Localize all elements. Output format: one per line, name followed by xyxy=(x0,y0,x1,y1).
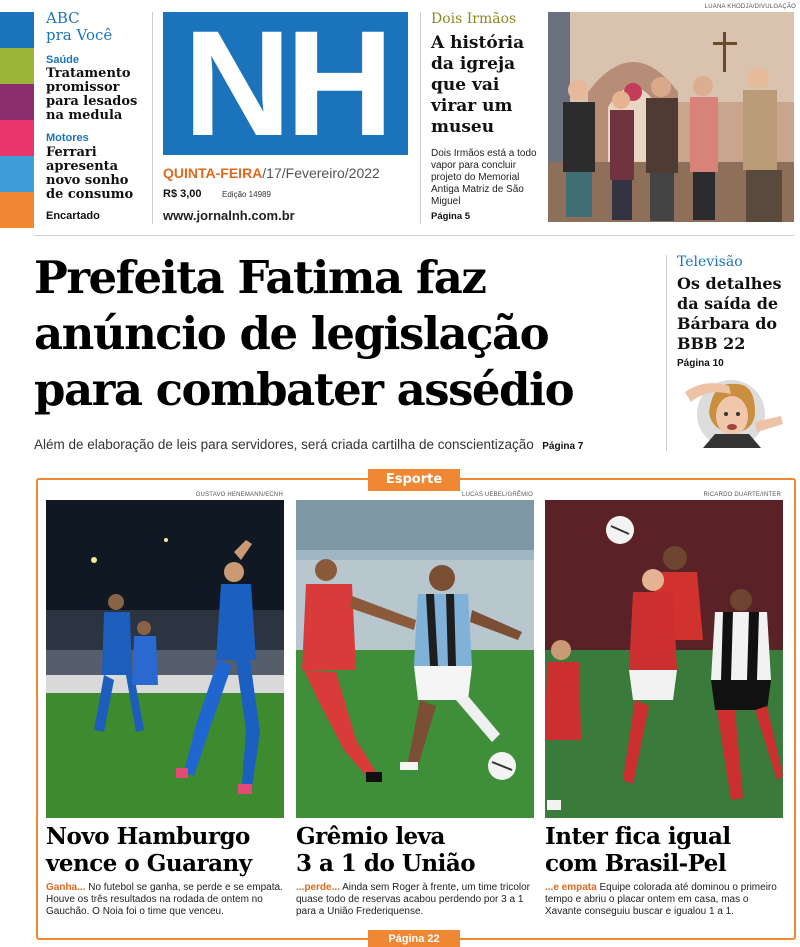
sport-1-headline[interactable] xyxy=(46,823,286,877)
sport-3-headline-line1: Inter fica igual xyxy=(545,823,731,850)
masthead-edition: Edição 14989 xyxy=(222,190,271,199)
date: /17/Fevereiro/2022 xyxy=(262,165,380,181)
sport-3-text: Equipe colorada até dominou o primeiro tempo e abriu o placar ontem em casa, mas o Xavante conseguiu buscar e igualou 1 a 1. xyxy=(545,882,777,917)
top-story-photo-credit: LUANA KHODJA/DIVULGAÇÃO xyxy=(704,4,796,10)
divider-horizontal xyxy=(34,235,794,236)
masthead-price: R$ 3,00 xyxy=(163,188,202,200)
church-photo[interactable] xyxy=(548,12,794,222)
color-strip-blue xyxy=(0,12,34,48)
sport-2-headline-line2: 3 a 1 do União xyxy=(296,850,476,877)
sidebar-footer: Encartado xyxy=(46,210,100,222)
sport-2-headline-line1: Grêmio leva xyxy=(296,823,445,850)
sports-label[interactable]: Esporte xyxy=(368,469,460,491)
masthead-date xyxy=(163,165,380,181)
top-story-section: Dois Irmãos xyxy=(431,11,517,27)
sport-3-headline-line2: com Brasil-Pel xyxy=(545,850,727,877)
sport-1-photo[interactable] xyxy=(46,500,284,818)
sport-3-text-block xyxy=(545,882,783,918)
logo-text: NH xyxy=(183,0,388,167)
sport-3-lead: ...e empata xyxy=(545,882,597,893)
tv-page: Página 10 xyxy=(677,358,724,369)
sport-3-headline[interactable] xyxy=(545,823,790,877)
top-story-text: Dois Irmãos está a todo vapor para concluir projeto do Memorial Antiga Matriz de São Miguel xyxy=(431,148,537,207)
sport-2-credit: LUCAS UEBEL/GRÊMIO xyxy=(462,492,533,498)
main-page: Página 7 xyxy=(542,441,584,452)
top-story-page: Página 5 xyxy=(431,211,471,222)
divider-tv xyxy=(666,255,667,451)
sport-1-lead: Ganha... xyxy=(46,882,86,893)
sport-1-headline-line1: Novo Hamburgo xyxy=(46,823,250,850)
sport-2-headline[interactable] xyxy=(296,823,536,877)
sport-2-photo[interactable] xyxy=(296,500,534,818)
tv-section: Televisão xyxy=(677,254,743,270)
nh-logo[interactable] xyxy=(163,0,408,167)
main-subline: Além de elaboração de leis para servidores, será criada cartilha de conscientização xyxy=(34,437,534,452)
barbara-photo[interactable] xyxy=(685,372,785,448)
sidebar-headline-motors[interactable]: Ferrari apresenta novo sonho de consumo xyxy=(46,145,134,202)
main-headline[interactable]: Prefeita Fatima faz anúncio de legislação para combater assédio xyxy=(34,251,574,416)
divider-mid xyxy=(420,12,421,224)
weekday: QUINTA-FEIRA xyxy=(163,165,263,181)
sport-3-photo[interactable] xyxy=(545,500,783,818)
color-strip-pink xyxy=(0,120,34,156)
sidebar-headline-health[interactable]: Tratamento promissor para lesados na medula xyxy=(46,66,138,123)
tv-headline[interactable]: Os detalhes da saída de Bárbara do BBB 22 xyxy=(677,274,782,353)
website-link[interactable]: www.jornalnh.com.br xyxy=(163,208,295,223)
divider-left xyxy=(152,12,153,224)
color-strip-olive xyxy=(0,48,34,84)
abc-line2: pra Você xyxy=(46,26,113,44)
top-story-headline[interactable]: A história da igreja que vai virar um museu xyxy=(431,33,525,137)
abc-title[interactable] xyxy=(46,10,146,44)
sidebar-section-health: Saúde xyxy=(46,54,80,66)
sport-1-text: No futebol se ganha, se perde e se empata. Houve os três resultados na rodada de ontem no Gauchão. O Noia foi o time que venceu. xyxy=(46,882,283,917)
sport-1-headline-line2: vence o Guarany xyxy=(46,850,252,877)
sport-1-text-block xyxy=(46,882,284,918)
sport-2-lead: ...perde... xyxy=(296,882,340,893)
sport-2-text: Ainda sem Roger à frente, um time tricolor quase todo de reservas acabou perdendo por 3 a 1 para a União Frederiquense. xyxy=(296,882,530,917)
main-subline-row xyxy=(34,436,583,454)
color-strip-purple xyxy=(0,84,34,120)
abc-line1: ABC xyxy=(46,9,80,27)
color-strip-lightblue xyxy=(0,156,34,192)
sport-2-text-block xyxy=(296,882,534,918)
sport-3-credit: RICARDO DUARTE/INTER xyxy=(703,492,781,498)
sidebar-section-motors: Motores xyxy=(46,132,89,144)
color-strip-orange xyxy=(0,192,34,228)
sports-page[interactable]: Página 22 xyxy=(368,930,460,947)
sport-1-credit: GUSTAVO HENEMANN/ECNH xyxy=(195,492,283,498)
